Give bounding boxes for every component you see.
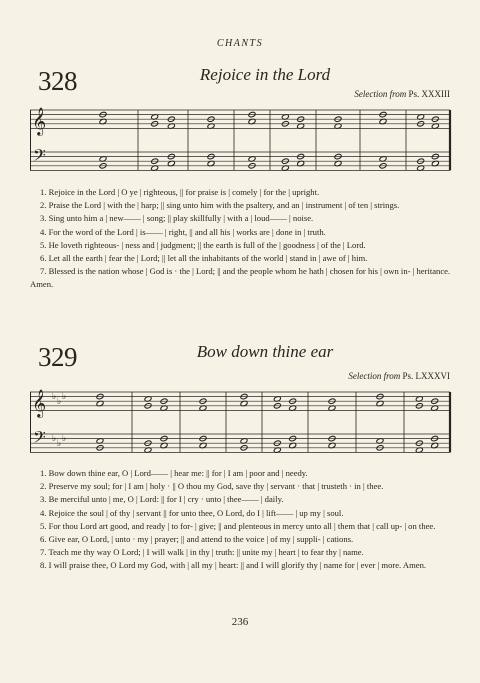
psalm-reference: Ps. XXXIII bbox=[408, 89, 450, 99]
verse: 2. Praise the Lord | with the | harp; || sing unto him with the psaltery, and an | instrument | of ten | strings. bbox=[40, 200, 400, 211]
verse: 5. For thou Lord art good, and ready | to for- | give; || and plenteous in mercy unto all | them that | call up- | on thee. bbox=[40, 520, 436, 531]
music-score bbox=[30, 100, 452, 182]
verse: 4. For the word of the Lord | is—— | right, || and all his | works are | done in | truth. bbox=[40, 226, 326, 237]
verse: 3. Sing unto him a | new—— | song; || play skillfully | with a | loud—— | noise. bbox=[40, 213, 314, 224]
verse: 7. Teach me thy way O Lord; | I will walk | in thy | truth: || unite my | heart | to fear thy | name. bbox=[40, 547, 364, 558]
verse: 1. Rejoice in the Lord | O ye | righteous, || for praise is | comely | for the | upright. bbox=[40, 187, 320, 197]
selection-reference bbox=[348, 371, 450, 381]
flat-sign-icon: ♭ bbox=[57, 439, 62, 449]
treble-clef-icon: 𝄞 bbox=[32, 389, 47, 417]
flat-sign-icon: ♭ bbox=[52, 392, 57, 402]
verse: 2. Preserve my soul; for | I am | holy · || O thou my God, save thy | servant · that | trusteth · in | thee. bbox=[40, 481, 384, 492]
verse-list bbox=[30, 186, 452, 292]
flat-sign-icon: ♭ bbox=[62, 434, 67, 444]
running-head: CHANTS bbox=[216, 38, 264, 49]
selection-reference bbox=[354, 89, 450, 99]
selection-label: Selection from bbox=[348, 371, 401, 381]
verse: 6. Let all the earth | fear the | Lord; || let all the inhabitants of the world | stand in | awe of | him. bbox=[40, 253, 368, 264]
verse: 3. Be merciful unto | me, O | Lord: || for I | cry · unto | thee—— | daily. bbox=[40, 494, 284, 505]
bass-clef-icon: 𝄢 bbox=[33, 145, 46, 169]
verse: 5. He loveth righteous- | ness and | judgment; || the earth is full of the | goodness | of the | Lord. bbox=[40, 239, 366, 250]
chant-number: 328 bbox=[38, 66, 77, 96]
chant-number: 329 bbox=[38, 342, 77, 372]
chant-title: Bow down thine ear bbox=[196, 342, 334, 361]
verse-list bbox=[30, 467, 452, 573]
flat-sign-icon: ♭ bbox=[62, 392, 67, 402]
verse: 1. Bow down thine ear, O | Lord—— | hear me: || for | I am | poor and | needy. bbox=[40, 468, 308, 478]
treble-clef-icon: 𝄞 bbox=[32, 107, 47, 135]
chant-title: Rejoice in the Lord bbox=[199, 65, 331, 84]
flat-sign-icon: ♭ bbox=[57, 397, 62, 407]
bass-clef-icon: 𝄢 bbox=[33, 427, 46, 451]
verse: 7. Blessed is the nation whose | God is · the | Lord; || and the people whom he hath | chosen for his | own in- | heritance. Amen. bbox=[30, 266, 451, 290]
music-score bbox=[30, 382, 452, 464]
page-number: 236 bbox=[231, 616, 249, 628]
score-staves bbox=[30, 382, 452, 464]
verse: 6. Give ear, O Lord, | unto · my | prayer; || and attend to the voice | of my | suppli- | cations. bbox=[40, 534, 354, 545]
score-staves bbox=[30, 100, 452, 182]
psalm-reference: Ps. LXXXVI bbox=[402, 371, 450, 381]
flat-sign-icon: ♭ bbox=[52, 434, 57, 444]
verse: 8. I will praise thee, O Lord my God, with | all my | heart: || and I will glorify thy | name for | ever | more. Amen. bbox=[40, 560, 427, 571]
verse: 4. Rejoice the soul | of thy | servant || for unto thee, O Lord, do I | lift—— | up my | soul. bbox=[40, 507, 344, 518]
selection-label: Selection from bbox=[354, 89, 407, 99]
